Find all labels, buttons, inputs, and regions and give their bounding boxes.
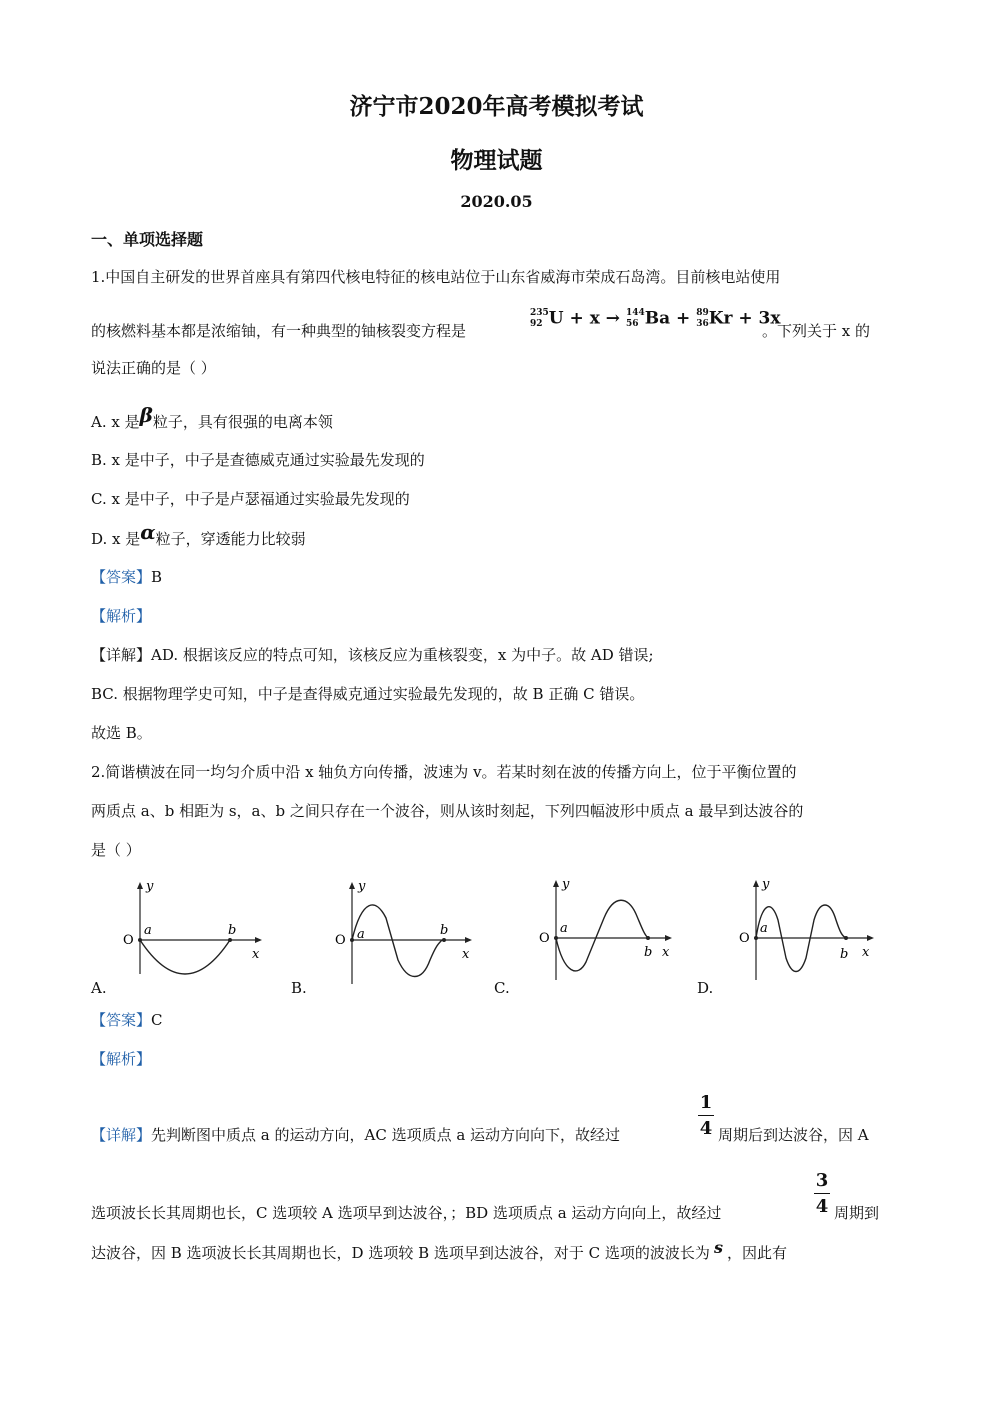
q1-option-d — [91, 520, 306, 549]
point-a-dot — [754, 936, 758, 940]
graph-b — [330, 878, 480, 988]
point-a-dot — [350, 938, 354, 942]
ba-mass: 144 — [625, 308, 645, 318]
wave-curve — [352, 905, 442, 976]
answer-value: C — [151, 1011, 163, 1029]
detail-tag: 【详解】 — [91, 646, 152, 664]
detail3-post: ，因此有 — [726, 1244, 787, 1262]
option-a-pre: A. x 是 — [91, 413, 140, 431]
q2-analysis-tag: 【解析】 — [91, 1050, 152, 1068]
graph-b-svg — [330, 878, 480, 988]
x-label: x — [462, 947, 470, 962]
q2-detail1 — [91, 1125, 620, 1145]
section-heading: 一、单项选择题 — [91, 230, 204, 249]
frac1-den: 4 — [699, 1118, 713, 1139]
graph-c — [528, 874, 678, 984]
q1-line2-post: 。下列关于 x 的 — [762, 322, 870, 340]
a-label: a — [760, 921, 768, 936]
option-d-pre: D. x 是 — [91, 530, 141, 548]
alpha-symbol: α — [140, 520, 156, 544]
point-b-dot — [646, 936, 650, 940]
frac2-num: 3 — [815, 1170, 829, 1191]
x-arrow — [255, 937, 262, 943]
detail3-text: 达波谷，因 B 选项波长长其周期也长，D 选项较 B 选项早到达波谷，对于 C 选项的波波长为 — [91, 1244, 710, 1262]
point-a-dot — [554, 936, 558, 940]
x-arrow — [665, 935, 672, 941]
x-label: x — [662, 945, 670, 960]
fission-equation — [530, 308, 781, 342]
point-a-dot — [138, 938, 142, 942]
q2-line1: 2.简谐横波在同一均匀介质中沿 x 轴负方向传播，波速为 v。若某时刻在波的传播方向上，位于平衡位置的 — [91, 763, 797, 781]
graph-c-label: C. — [494, 979, 510, 997]
detail-text: AD. 根据该反应的特点可知，该核反应为重核裂变，x 为中子。故 AD 错误; — [151, 646, 654, 664]
q1-option-a — [91, 403, 333, 432]
q2-answer — [91, 1010, 163, 1030]
q1-analysis-tag: 【解析】 — [91, 607, 152, 625]
q1-line1: 1.中国自主研发的世界首座具有第四代核电特征的核电站位于山东省威海市荣成石岛湾。目前核电站使用 — [91, 268, 781, 286]
origin-label: O — [539, 931, 550, 946]
ba-num: 56 — [625, 319, 639, 329]
b-label: b — [644, 945, 653, 960]
q2-detail3 — [91, 1238, 787, 1263]
wave-curve — [556, 900, 648, 971]
doc-title: 济宁市2020年高考模拟考试 — [349, 93, 644, 120]
x-arrow — [867, 935, 874, 941]
fraction-one-quarter — [698, 1092, 714, 1139]
graph-a-label: A. — [91, 979, 107, 997]
y-label: y — [358, 879, 366, 894]
s-symbol: s — [713, 1238, 723, 1257]
q2-detail2: 选项波长长其周期也长，C 选项较 A 选项早到达波谷，；BD 选项质点 a 运动方向向上，故经过 — [91, 1204, 722, 1222]
graph-d-svg — [730, 874, 880, 984]
b-label: b — [440, 923, 449, 938]
graph-a-svg — [118, 878, 268, 978]
q1-line3: 说法正确的是（ ） — [91, 359, 216, 377]
a-label: a — [560, 921, 568, 936]
point-b-dot — [442, 938, 446, 942]
q1-option-c: C. x 是中子，中子是卢瑟福通过实验最先发现的 — [91, 490, 410, 508]
y-arrow — [553, 880, 559, 887]
y-arrow — [137, 882, 143, 889]
u-num: 92 — [530, 319, 543, 329]
y-arrow — [753, 880, 759, 887]
kr-mass: 89 — [696, 308, 709, 318]
x-label: x — [252, 947, 260, 962]
x-arrow — [465, 937, 472, 943]
y-label: y — [762, 877, 770, 892]
kr-sym: Kr + 3x — [708, 308, 781, 329]
graph-d-label: D. — [697, 979, 714, 997]
detail1-text: 先判断图中质点 a 的运动方向，AC 选项质点 a 运动方向向下，故经过 — [151, 1126, 621, 1144]
y-label: y — [562, 877, 570, 892]
kr-num: 36 — [696, 319, 709, 329]
graph-a — [118, 878, 268, 978]
frac2-den: 4 — [815, 1196, 829, 1217]
q1-option-b: B. x 是中子，中子是查德威克通过实验最先发现的 — [91, 451, 425, 469]
b-label: b — [840, 947, 849, 962]
answer-tag: 【答案】 — [91, 568, 152, 586]
q1-answer — [91, 567, 162, 587]
point-b-dot — [844, 936, 848, 940]
b-label: b — [228, 923, 237, 938]
q2-line3: 是（ ） — [91, 841, 141, 859]
answer-value: B — [151, 568, 163, 586]
answer-tag: 【答案】 — [91, 1011, 152, 1029]
graph-c-svg — [528, 874, 678, 984]
option-a-post: 粒子，具有很强的电离本领 — [152, 413, 333, 431]
q1-detail3: 故选 B。 — [91, 724, 152, 742]
q1-line2-pre: 的核燃料基本都是浓缩铀，有一种典型的铀核裂变方程是 — [91, 322, 467, 340]
beta-symbol: β — [139, 403, 153, 427]
u-sym: U + x → — [548, 308, 621, 329]
q1-detail1 — [91, 645, 654, 665]
doc-subtitle: 物理试题 — [450, 147, 543, 174]
q2-detail1-post: 周期后到达波谷，因 A — [718, 1126, 869, 1144]
detail-tag: 【详解】 — [91, 1126, 152, 1144]
origin-label: O — [123, 933, 134, 948]
graph-d — [730, 874, 880, 984]
y-label: y — [146, 879, 154, 894]
wave-curve — [140, 940, 230, 974]
q1-detail2: BC. 根据物理学史可知，中子是查得威克通过实验最先发现的，故 B 正确 C 错误。 — [91, 685, 645, 703]
a-label: a — [144, 923, 152, 938]
ba-sym: Ba + — [644, 308, 691, 329]
a-label: a — [357, 927, 365, 942]
origin-label: O — [335, 933, 346, 948]
q2-detail2-post: 周期到 — [834, 1204, 880, 1222]
u-mass: 235 — [530, 308, 549, 318]
q2-line2: 两质点 a、b 相距为 s，a、b 之间只存在一个波谷，则从该时刻起，下列四幅波形中质点 a 最早到达波谷的 — [91, 802, 804, 820]
origin-label: O — [739, 931, 750, 946]
doc-date: 2020.05 — [460, 192, 533, 211]
x-label: x — [862, 945, 870, 960]
point-b-dot — [228, 938, 232, 942]
frac1-num: 1 — [699, 1092, 713, 1113]
fraction-three-quarters — [814, 1170, 830, 1217]
option-d-post: 粒子，穿透能力比较弱 — [155, 530, 306, 548]
y-arrow — [349, 882, 355, 889]
graph-b-label: B. — [291, 979, 307, 997]
